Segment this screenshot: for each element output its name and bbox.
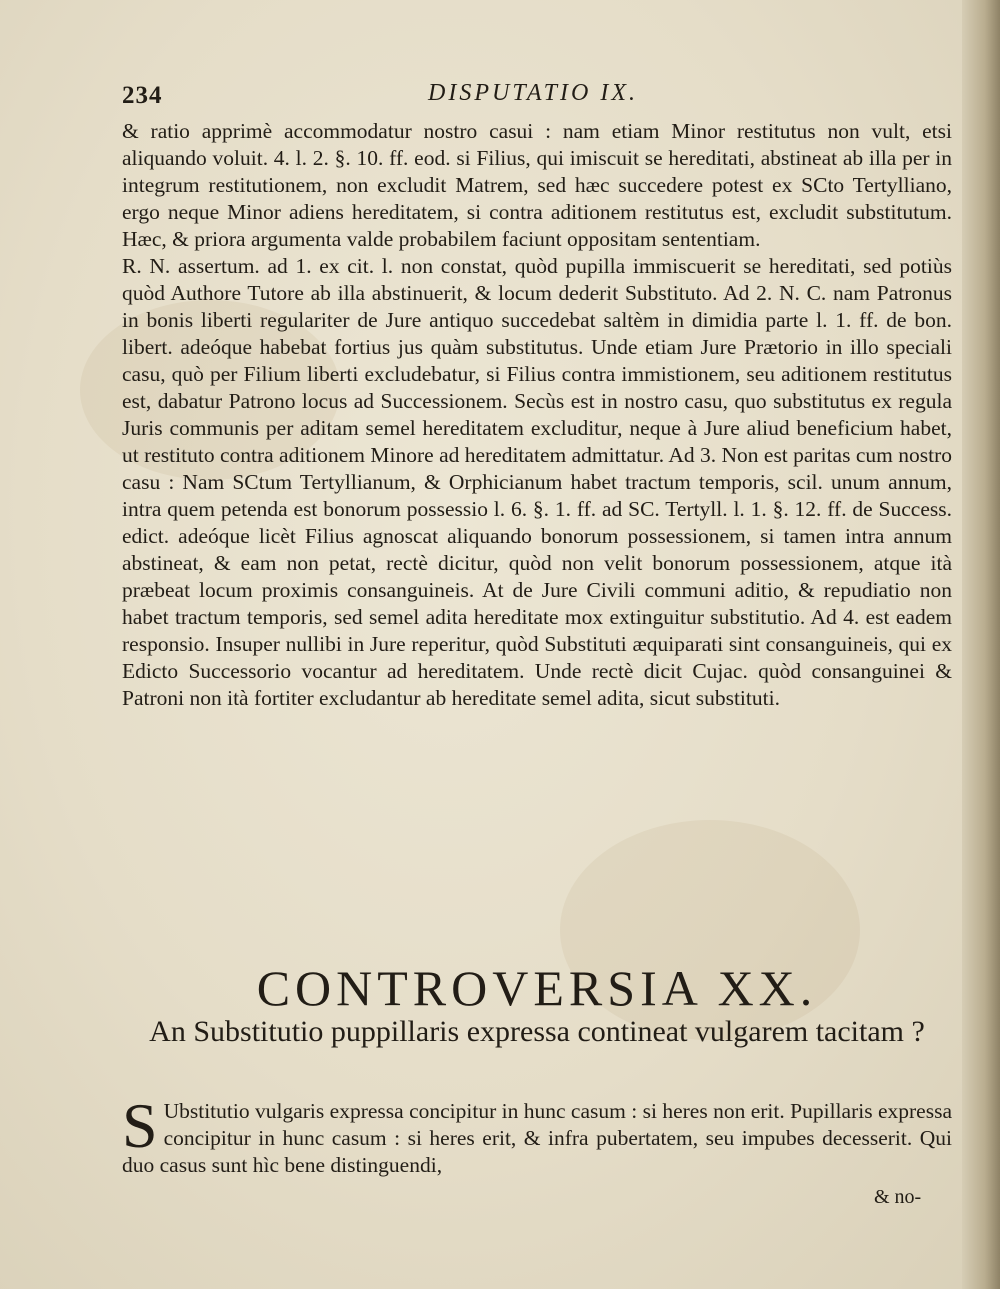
catchword: & no- [874, 1186, 922, 1208]
paragraph-1: & ratio apprimè accommodatur nostro casui : nam etiam Minor restitutus non vult, etsi aliquando voluit. 4. l. 2. §. 10. ff. eod. si Filius, qui imiscuit se hereditati, abstineat ab illa per in integrum restitutionem, non excludit Matrem, sed hæc succedere potest ex SCto Tertylliano, ergo neque Minor adiens hereditatem, si contra aditionem restitutus est, excludit substitutum. Hæc, & priora argumenta valde probabilem faciunt oppositam sententiam. [122, 119, 952, 251]
paragraph-2: R. N. assertum. ad 1. ex cit. l. non constat, quòd pupilla immiscuerit se hereditati, sed potiùs quòd Authore Tutore ab illa abstinuerit, & locum dederit Substituto. Ad 2. N. C. nam Patronus in bonis liberti regulariter de Jure antiquo succedebat saltèm in dimidia parte l. 1. ff. de bon. libert. adeóque habebat fortius jus quàm substitutus. Unde etiam Jure Prætorio in illo speciali casu, quò per Filium liberti excludebatur, si Filius contra immistionem, seu aditionem restitutus est, dabatur Patrono locus ad Successionem. Secùs est in nostro casu, quo substitutus ex regula Juris communis per aditam semel hereditatem excluditur, neque à Jure aliud beneficium habet, ut restituto contra aditionem Minore ad hereditatem admittatur. Ad 3. Non est paritas cum nostro casu : Nam SCtum Tertyllianum, & Orphicianum habet tractum temporis, scil. unum annum, intra quem petenda est bonorum possessio l. 6. §. 1. ff. ad SC. Tertyll. l. 1. §. 12. ff. de Success. edict. adeóque licèt Filius agnoscat aliquando bonorum possessionem, si tamen intra annum abstineat, & eam non petat, rectè dicitur, quòd non velit bonorum possessionem, atque ità præbeat locum proximis consanguineis. At de Jure Civili communi aditio, & repudiatio non habet tractum temporis, sed semel adita hereditate mox extinguitur substitutio. Ad 4. est eadem responsio. Insuper nullibi in Jure reperitur, quòd Substituti æquiparati sint consanguineis, qui ex Edicto Successorio vocantur ad hereditatem. Unde rectè dicit Cujac. quòd consanguinei & Patroni non ità fortiter excludantur ab hereditate semel adita, sicut substituti. [122, 254, 952, 710]
final-paragraph-text: Ubstitutio vulgaris expressa concipitur in hunc casum : si heres non erit. Pupillaris expressa concipitur in hunc casum : si heres erit, & infra pubertatem, seu impubes decesserit. Qui duo casus sunt hìc bene distinguendi, [122, 1099, 952, 1177]
final-paragraph [122, 1090, 952, 1179]
controversia-question: An Substitutio puppillaris expressa contineat vulgarem tacitam ? [149, 1015, 925, 1048]
controversia-title: CONTROVERSIA XX. [256, 960, 818, 1016]
page-number: 234 [122, 82, 163, 109]
drop-cap: S [122, 1090, 158, 1161]
page-header [122, 78, 682, 114]
running-head: DISPUTATIO IX. [428, 80, 638, 106]
page-gutter [962, 0, 1000, 1289]
main-text [122, 118, 952, 712]
